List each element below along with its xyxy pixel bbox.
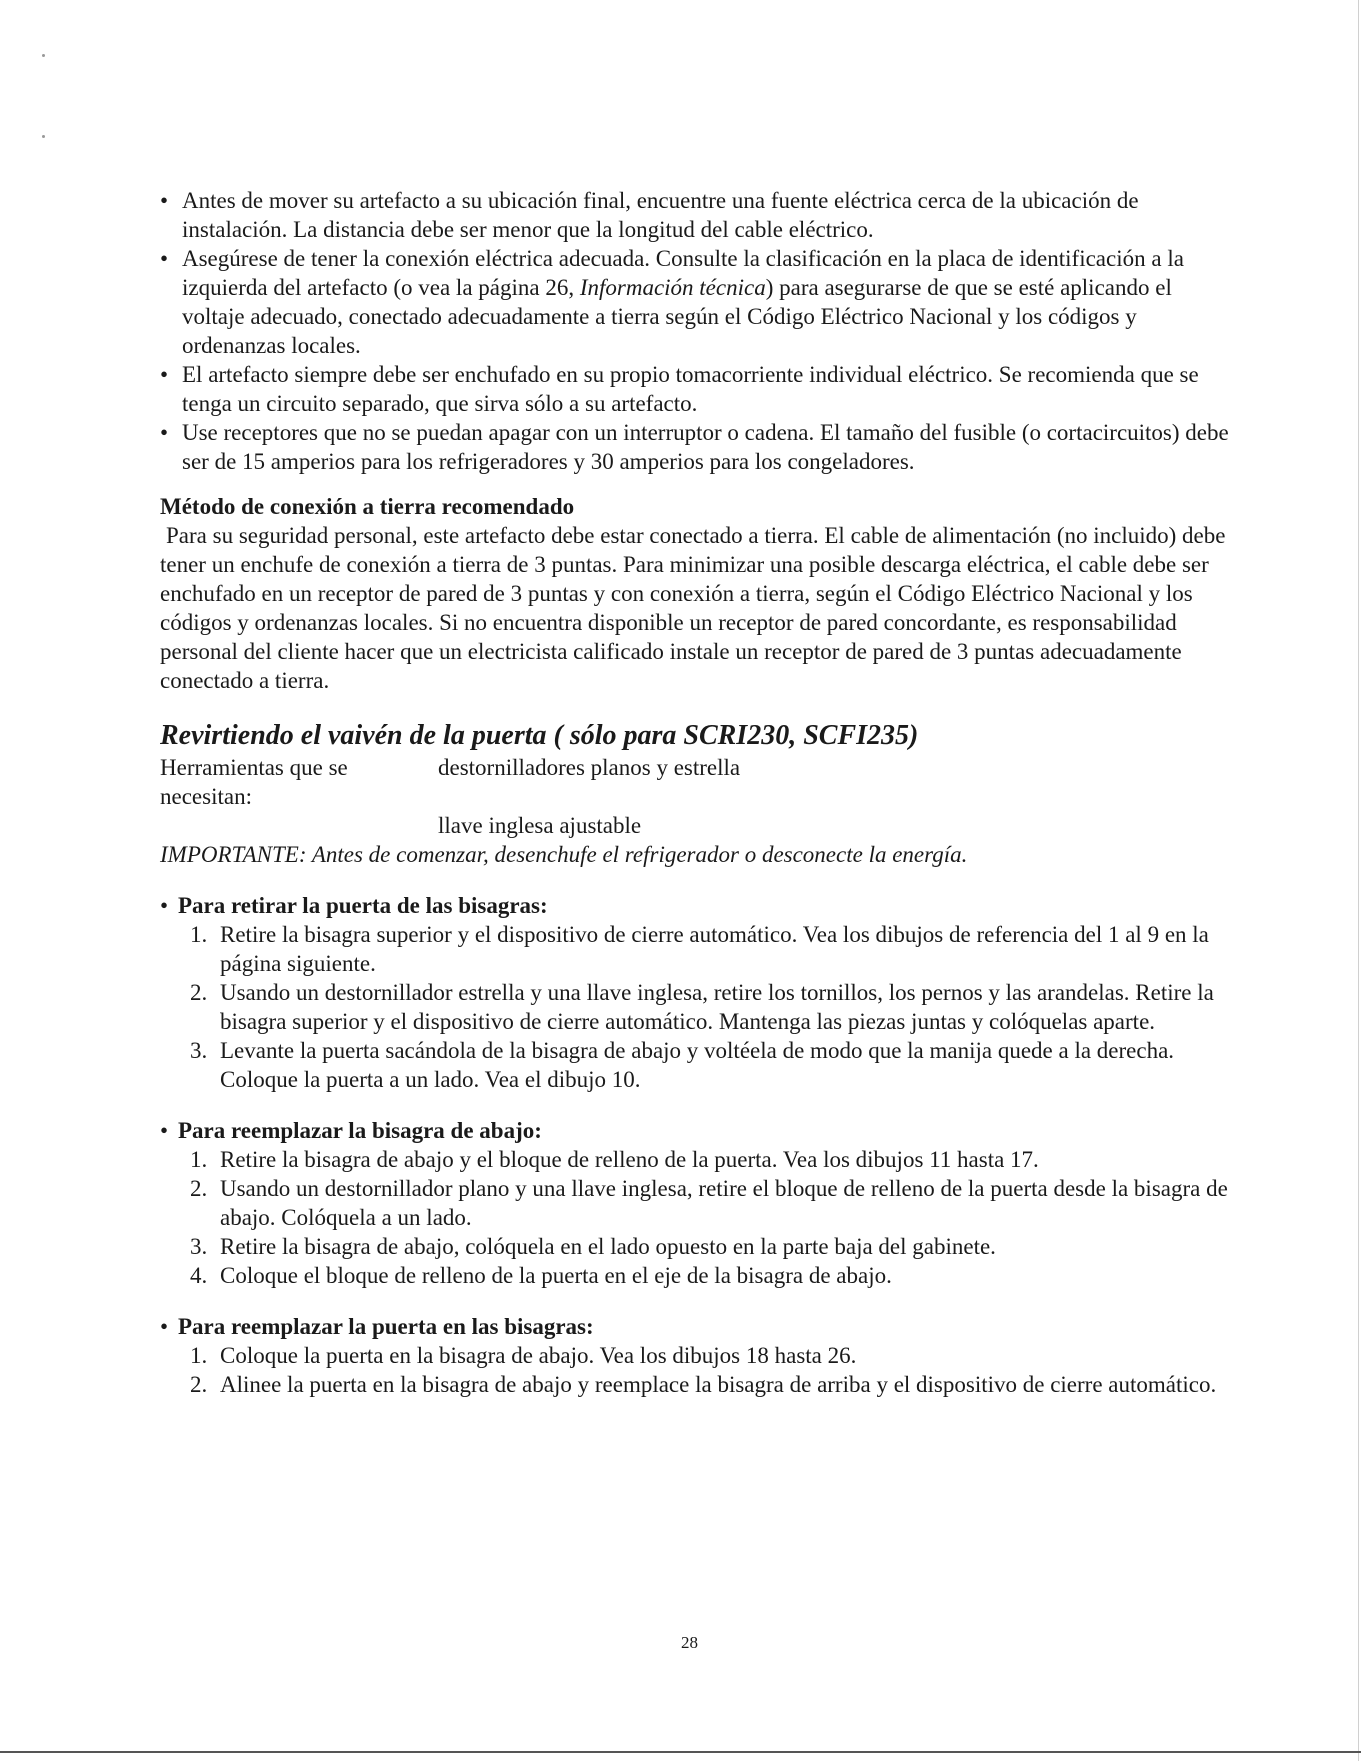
scan-speck [42, 135, 45, 138]
grounding-heading: Método de conexión a tierra recomendado [160, 494, 575, 519]
step-group-title: • Para reemplazar la bisagra de abajo: [160, 1116, 1240, 1145]
tool-item: destornilladores planos y estrella [438, 755, 741, 780]
list-item: • El artefacto siempre debe ser enchufado en su propio tomacorriente individual eléctrico. Se recomienda que se tenga un circuito separado, que sirva sólo a su artefacto. [160, 360, 1240, 418]
page-number: 28 [681, 1633, 698, 1652]
list-item: 3. Retire la bisagra de abajo, colóquela en el lado opuesto en la parte baja del gabinete. [190, 1234, 996, 1259]
page-content [160, 186, 1240, 1399]
list-item: • Asegúrese de tener la conexión eléctrica adecuada. Consulte la clasificación en la placa de identificación a la izquierda del artefacto (o vea la página 26, Información técnica) para asegurarse de que se esté aplicando el voltaje adecuado, conectado adecuadamente a tierra según el Código Eléctrico Nacional y los códigos y ordenanzas locales. [160, 244, 1240, 360]
scan-edge-right [1358, 0, 1359, 1761]
list-item: 4. Coloque el bloque de relleno de la puerta en el eje de la bisagra de abajo. [190, 1263, 892, 1288]
scan-speck [42, 54, 45, 57]
step-group [160, 1116, 1240, 1290]
step-group [160, 1312, 1240, 1399]
tools-label: Herramientas que se necesitan: [160, 755, 348, 809]
tool-item: llave inglesa ajustable [438, 813, 642, 838]
grounding-paragraph: Para su seguridad personal, este artefacto debe estar conectado a tierra. El cable de alimentación (no incluido) debe tener un enchufe de conexión a tierra de 3 puntas. Para minimizar una posible descarga eléctrica, el cable debe ser enchufado en un receptor de pared de 3 puntas y con conexión a tierra, según el Código Eléctrico Nacional y los códigos y ordenanzas locales. Si no encuentra disponible un receptor de pared concordante, es responsabilidad personal del cliente hacer que un electricista calificado instale un receptor de pared de 3 puntas adecuadamente conectado a tierra. [160, 523, 1226, 693]
list-item: • Antes de mover su artefacto a su ubicación final, encuentre una fuente eléctrica cerca de la ubicación de instalación. La distancia debe ser menor que la longitud del cable eléctrico. [160, 186, 1240, 244]
tools-needed [160, 753, 1240, 840]
scan-edge-bottom [0, 1751, 1361, 1753]
step-group-title: • Para retirar la puerta de las bisagras: [160, 891, 1240, 920]
list-item: 2. Usando un destornillador estrella y una llave inglesa, retire los tornillos, los pernos y las arandelas. Retire la bisagra superior y el dispositivo de cierre automático. Mantenga las piezas juntas y colóquelas aparte. [190, 980, 1214, 1034]
step-list [160, 920, 1240, 1094]
step-group [160, 891, 1240, 1094]
electrical-requirements-list [160, 186, 1240, 476]
step-list [160, 1341, 1240, 1399]
important-note: IMPORTANTE: Antes de comenzar, desenchufe el refrigerador o desconecte la energía. [160, 842, 968, 867]
technical-info-reference: Información técnica [579, 275, 766, 300]
list-item: 3. Levante la puerta sacándola de la bisagra de abajo y voltéela de modo que la manija quede a la derecha. Coloque la puerta a un lado. Vea el dibujo 10. [190, 1038, 1175, 1092]
list-item: 2. Alinee la puerta en la bisagra de abajo y reemplace la bisagra de arriba y el dispositivo de cierre automático. [190, 1372, 1217, 1397]
list-item: 1. Retire la bisagra de abajo y el bloque de relleno de la puerta. Vea los dibujos 11 hasta 17. [190, 1147, 1039, 1172]
list-item: 1. Coloque la puerta en la bisagra de abajo. Vea los dibujos 18 hasta 26. [190, 1343, 857, 1368]
list-item: 2. Usando un destornillador plano y una llave inglesa, retire el bloque de relleno de la puerta desde la bisagra de abajo. Colóquela a un lado. [190, 1176, 1228, 1230]
list-item: • Use receptores que no se puedan apagar con un interruptor o cadena. El tamaño del fusible (o cortacircuitos) debe ser de 15 amperios para los refrigeradores y 30 amperios para los congeladores. [160, 418, 1240, 476]
section-title: Revirtiendo el vaivén de la puerta ( sólo para SCRI230, SCFI235) [160, 720, 919, 751]
list-item: 1. Retire la bisagra superior y el dispositivo de cierre automático. Vea los dibujos de referencia del 1 al 9 en la página siguiente. [190, 922, 1209, 976]
step-group-title: • Para reemplazar la puerta en las bisagras: [160, 1312, 1240, 1341]
step-list [160, 1145, 1240, 1290]
